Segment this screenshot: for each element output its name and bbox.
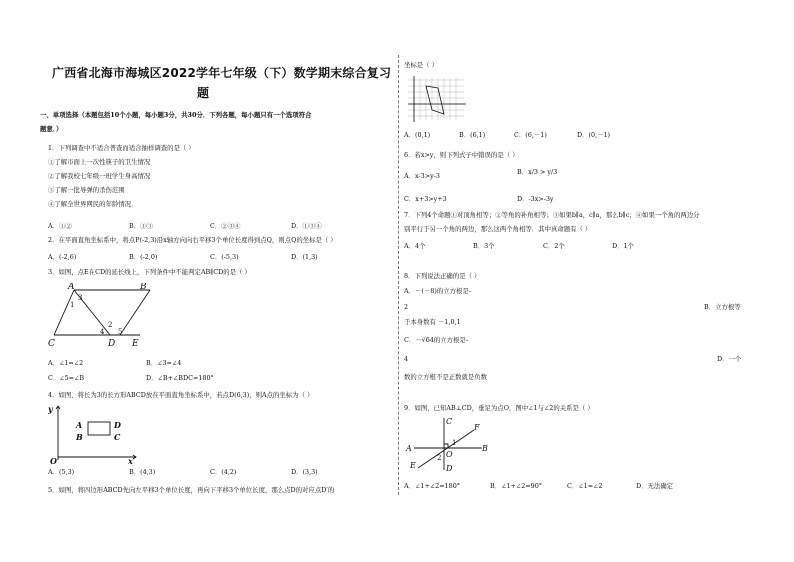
q1-item-3: ③了解一批导弹的杀伤范围 — [48, 186, 125, 194]
q5-choice-b: B．(6,1) — [459, 131, 486, 139]
page-title-line2: 题 — [197, 86, 210, 100]
q1-choice-b: B．①③ — [129, 222, 153, 230]
q9-label-d: D — [446, 464, 453, 473]
q4-label-d: D — [114, 420, 121, 430]
section-heading-cont: 题意．） — [40, 125, 63, 133]
page-title-line1: 广西省北海市海城区2022学年七年级（下）数学期末综合复习 — [52, 66, 392, 80]
q1-item-1: ①了解市面上一次性筷子的卫生情况 — [48, 158, 151, 166]
q7-stem-cont: 别平行于另一个角的两边，那么这两个角相等．其中真命题有（ ） — [404, 225, 592, 233]
q2-choice-a: A．(-2,6) — [48, 253, 77, 261]
q3-angle-2: 2 — [108, 321, 113, 329]
q3-parallelogram-figure — [48, 283, 158, 349]
q7-choice-b: B．3个 — [473, 242, 495, 250]
q9-label-b: B — [482, 444, 488, 453]
q8-option-d-cont: 数的立方根不是正数就是负数 — [404, 373, 488, 381]
q9-label-e: E — [410, 461, 416, 470]
q6-choice-a: A．x-3>y-3 — [404, 172, 440, 180]
q3-angle-5: 5 — [118, 328, 123, 336]
q3-label-b: B — [140, 283, 147, 292]
q4-label-b: B — [76, 432, 83, 442]
q4-label-a: A — [76, 420, 83, 430]
q7-choice-a: A．4个 — [404, 242, 426, 250]
q5-stem-cont: 坐标是（ ） — [404, 61, 438, 69]
q6-choice-c: C．x+3>y+3 — [404, 195, 447, 203]
q3-label-a: A — [68, 283, 75, 292]
q9-label-f: F — [474, 423, 480, 432]
q1-item-4: ④了解全世界网民的年龄情况． — [48, 200, 138, 208]
q3-choice-a: A．∠1=∠2 — [48, 359, 84, 367]
q5-stem: 5．如图，将四边形ABCD先向左平移3个单位长度，再向下平移3个单位长度，那么点D的对应点D′的 — [48, 486, 335, 494]
q1-stem: 1．下列调查中不适合普查而适合抽样调查的是（ ） — [48, 144, 195, 152]
q8-option-c: C．－√64的立方根是- — [404, 336, 468, 344]
q6-choice-b: B．x/3 > y/3 — [517, 168, 558, 176]
q9-stem: 9．如图，已知AB⊥CD，垂足为点O，图中∠1与∠2的关系是（ ） — [404, 404, 594, 412]
q2-choice-d: D．(1,3) — [291, 253, 318, 261]
q8-option-b: B．立方根等 — [704, 303, 741, 311]
q3-choice-b: B．∠3=∠4 — [146, 359, 182, 367]
q9-angle-1: 1 — [452, 439, 457, 447]
q4-stem: 4．如图，将长为3的长方形ABCD放在平面直角坐标系中，若点D(6,3)，则A点的坐标为（ ） — [48, 391, 314, 399]
q7-choice-d: D．1个 — [612, 242, 634, 250]
q9-perpendicular-figure — [404, 414, 492, 474]
q3-angle-3: 3 — [78, 294, 83, 302]
q7-choice-c: C．2个 — [543, 242, 565, 250]
q4-label-c: C — [114, 432, 121, 442]
q7-stem: 7．下列4个命题①对顶角相等；②等角的补角相等；③如果b∥a，c∥a，那么b∥c；④如果一个角的两边分 — [404, 211, 700, 219]
q1-choice-a: A．①② — [48, 222, 72, 230]
q8-option-a: A．－(－8)的立方根是- — [404, 287, 471, 295]
q3-stem: 3．如图，点E在CD的延长线上，下列条件中不能判定AB∥CD的是（ ） — [48, 268, 251, 276]
q9-label-o: O — [446, 450, 453, 459]
q8-option-a-cont: 2 — [404, 303, 409, 311]
q3-label-e: E — [132, 339, 139, 349]
q4-coordinate-figure — [48, 402, 140, 464]
q9-choice-a: A．∠1+∠2=180° — [404, 482, 460, 490]
q4-axis-x-label: x — [128, 456, 133, 464]
q3-label-c: C — [48, 339, 55, 349]
q5-choice-a: A．(0,1) — [404, 131, 431, 139]
q3-angle-4: 4 — [100, 328, 105, 336]
q4-choice-d: D．(3,3) — [291, 468, 318, 476]
q3-label-d: D — [108, 339, 116, 349]
q4-origin-label: O — [50, 456, 57, 464]
q8-option-c-cont: 4 — [404, 355, 409, 363]
q8-option-d: D．一个 — [717, 355, 742, 363]
q2-choice-b: B．(-2,0) — [129, 253, 158, 261]
q9-choice-c: C．∠1=∠2 — [567, 482, 603, 490]
q3-choice-c: C．∠5=∠B — [48, 374, 85, 382]
q8-option-b-cont: 于本身数有 －1,0,1 — [404, 318, 461, 326]
q4-axis-y-label: y — [48, 404, 53, 414]
q4-choice-c: C．(4,2) — [210, 468, 237, 476]
q9-label-c: C — [446, 417, 453, 426]
q4-choice-a: A．(5,3) — [48, 468, 75, 476]
q1-choice-c: C．②③④ — [210, 222, 241, 230]
q1-choice-d: D．①③④ — [291, 222, 322, 230]
q5-grid-figure — [404, 74, 470, 126]
q1-item-2: ②了解我校七年级一班学生身高情况 — [48, 172, 151, 180]
q5-choice-d: D．(0,－1) — [577, 131, 611, 139]
q6-stem: 6．若x>y，则下列式子中错误的是（ ） — [404, 151, 519, 159]
column-divider — [398, 55, 399, 495]
q6-choice-d: D．-3x>-3y — [517, 195, 554, 203]
q8-stem: 8．下列说法正确的是（ ） — [404, 272, 481, 280]
q3-choice-d: D．∠B+∠BDC=180° — [146, 374, 214, 382]
q5-choice-c: C．(6,－1) — [514, 131, 547, 139]
q9-choice-d: D．无法确定 — [636, 482, 674, 490]
q2-stem: 2．在平面直角坐标系中，将点P(-2,3)沿x轴方向向右平移3个单位长度得到点Q，则点Q的坐标是（ ） — [48, 236, 337, 244]
q4-choice-b: B．(4,3) — [129, 468, 156, 476]
q9-choice-b: B．∠1+∠2=90° — [490, 482, 542, 490]
q2-choice-c: C．(-5,3) — [210, 253, 239, 261]
q9-label-a: A — [406, 444, 412, 453]
q9-angle-2: 2 — [437, 454, 442, 462]
section-heading: 一、单项选择（本题包括10个小题，每小题3分，共30分．下列各题，每小题只有一个选项符合 — [40, 111, 312, 119]
q3-angle-1: 1 — [70, 301, 75, 309]
